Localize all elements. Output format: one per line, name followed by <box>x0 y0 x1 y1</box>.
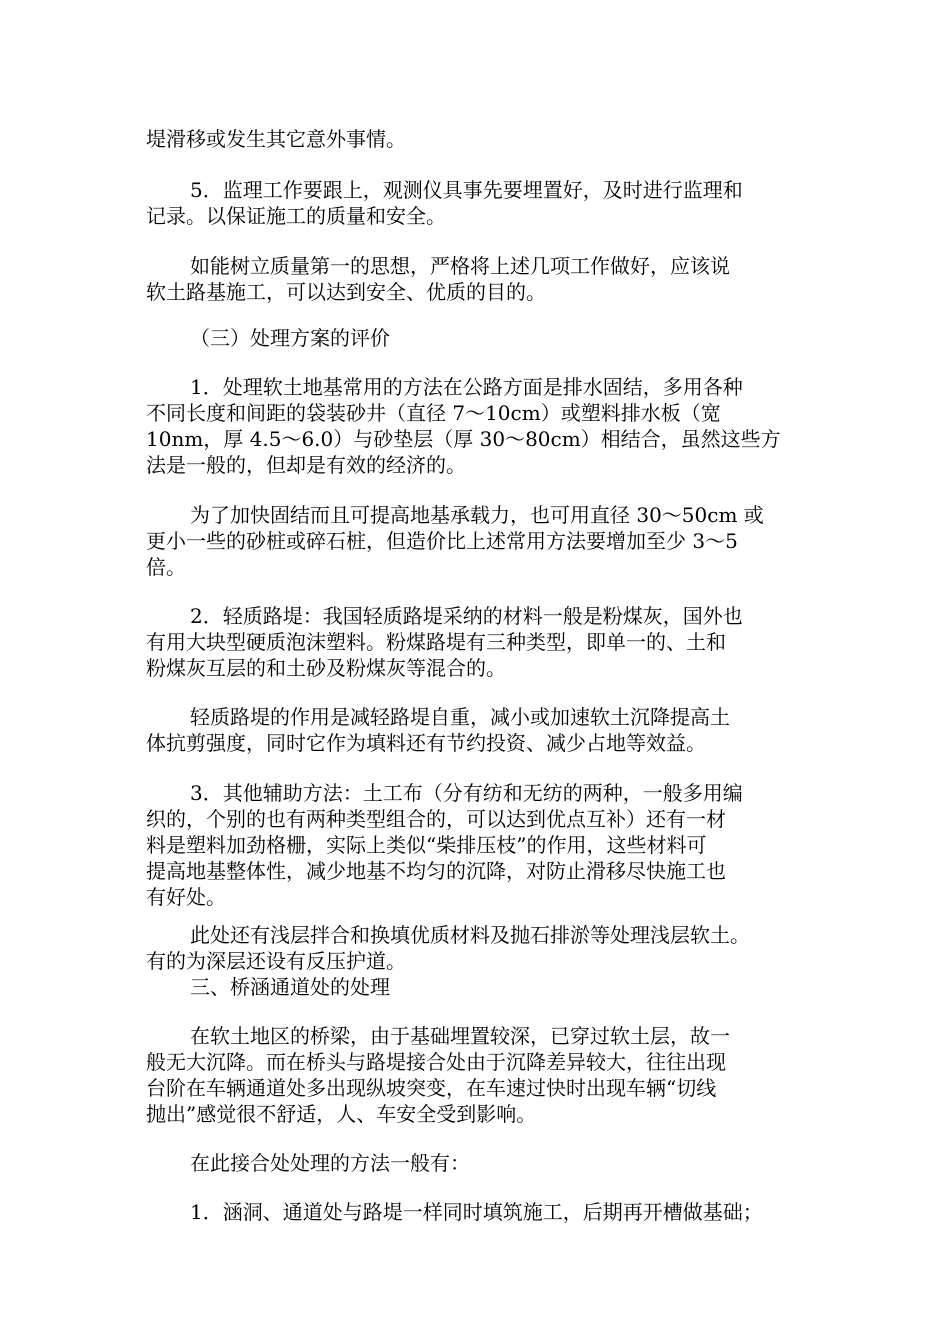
text-line: 台阶在车辆通道处多出现纵坡突变，在车速过快时出现车辆“切线 <box>146 1076 717 1100</box>
text-line: 有好处。 <box>146 885 226 909</box>
text-line: 2．轻质路堤：我国轻质路堤采纳的材料一般是粉煤灰，国外也 <box>190 604 743 628</box>
text-line: 在软土地区的桥梁，由于基础埋置较深，已穿过软土层，故一 <box>190 1024 730 1048</box>
text-line: 10nm，厚 4.5～6.0）与砂垫层（厚 30～80cm）相结合，虽然这些方 <box>146 427 781 451</box>
text-line: 有的为深层还设有反压护道。 <box>146 949 406 973</box>
text-line: 抛出”感觉很不舒适，人、车安全受到影响。 <box>146 1102 537 1126</box>
text-line: 记录。以保证施工的质量和安全。 <box>146 204 446 228</box>
text-line: 更小一些的砂桩或碎石桩，但造价比上述常用方法要增加至少 3～5 <box>146 529 738 553</box>
text-line: 软土路基施工，可以达到安全、优质的目的。 <box>146 280 546 304</box>
text-line: 不同长度和间距的袋装砂井（直径 7～10cm）或塑料排水板（宽 <box>146 401 721 425</box>
section-heading: 三、桥涵通道处的处理 <box>190 975 390 999</box>
text-line: 堤滑移或发生其它意外事情。 <box>146 127 406 151</box>
text-line: 提高地基整体性，减少地基不均匀的沉降，对防止滑移尽快施工也 <box>146 859 726 883</box>
text-line: 料是塑料加劲格栅，实际上类似“柴排压枝”的作用，这些材料可 <box>146 833 707 857</box>
text-line: 1．涵洞、通道处与路堤一样同时填筑施工，后期再开槽做基础； <box>190 1200 763 1224</box>
text-line: 5．监理工作要跟上，观测仪具事先要埋置好，及时进行监理和 <box>190 178 743 202</box>
text-line: 为了加快固结而且可提高地基承载力，也可用直径 30～50cm 或 <box>190 503 764 527</box>
text-line: 般无大沉降。而在桥头与路堤接合处由于沉降差异较大，往往出现 <box>146 1050 726 1074</box>
text-line: 1．处理软土地基常用的方法在公路方面是排水固结，多用各种 <box>190 375 743 399</box>
text-line: 体抗剪强度，同时它作为填料还有节约投资、减少占地等效益。 <box>146 731 706 755</box>
text-line: 此处还有浅层拌合和换填优质材料及抛石排淤等处理浅层软土。 <box>190 923 750 947</box>
text-line: 织的，个别的也有两种类型组合的，可以达到优点互补）还有一材 <box>146 807 726 831</box>
text-line: 法是一般的，但却是有效的经济的。 <box>146 453 466 477</box>
text-line: 有用大块型硬质泡沫塑料。粉煤路堤有三种类型，即单一的、土和 <box>146 630 726 654</box>
text-line: 倍。 <box>146 555 186 579</box>
text-line: 在此接合处处理的方法一般有： <box>190 1151 470 1175</box>
text-line: 轻质路堤的作用是减轻路堤自重，减小或加速软土沉降提高土 <box>190 705 730 729</box>
text-line: 如能树立质量第一的思想，严格将上述几项工作做好，应该说 <box>190 254 730 278</box>
text-line: 粉煤灰互层的和土砂及粉煤灰等混合的。 <box>146 656 506 680</box>
section-heading: （三）处理方案的评价 <box>190 326 390 350</box>
text-line: 3．其他辅助方法：土工布（分有纺和无纺的两种，一般多用编 <box>190 781 743 805</box>
